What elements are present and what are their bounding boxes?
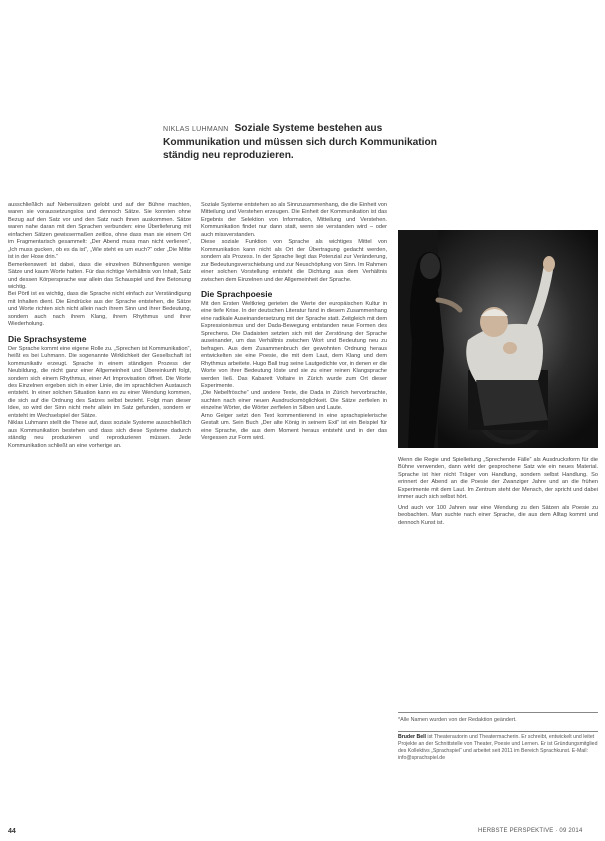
paragraph: Niklas Luhmann stellt die These auf, dass soziale Systeme ausschließlich aus Kommunikation bestehen und dass sich diese Systeme dadurch ständig neu produzieren und reproduzieren müssen. Jede Kommunikation schließt an eine vorherige an. (8, 420, 191, 449)
footnote: *Alle Namen wurden von der Redaktion geändert. (398, 717, 517, 723)
stage-photo (398, 230, 598, 448)
paragraph: Arno Geiger setzt den Text kommentierend in eine sprachspielerische Gestalt um. Sein Buch „Der alte König in seinem Exil“ ist ein Beispiel für eine Sprache, die aus dem Moment heraus entsteht und in der das Vergessen zur Form wird. (201, 412, 387, 442)
section-heading-sprachsysteme: Die Sprachsysteme (8, 333, 87, 344)
paragraph: ausschließlich auf Nebensätzen gelobt und auf der Bühne machten, waren sie voraussetzungslos und dennoch Sätze. Sie konnten ohne Bezug auf den Satz vor und den Satz nach ihnen auskommen. Sätze waren nahe daran mit den Sprachen verbunden: eine Überlieferung mit einfachen Sätzen gewissermaßen zeitlos, ohne dass man sie einem Ort im Fragmentarisch gesammelt: „Der Abend muss man nicht verlieren“, „Ich muss gucken, ob es da ist“, „Wie steht es um euch?“ oder „Die Mitte ist in der Hose drin.“ (8, 202, 191, 261)
article-column-2 (201, 202, 387, 443)
magazine-footer: HERBSTE PERSPEKTIVE · 09 2014 (478, 828, 583, 834)
bio-divider (398, 731, 598, 732)
stage-photo-illustration (398, 230, 598, 448)
footnote-divider (398, 712, 598, 713)
paragraph: Der Sprache kommt eine eigene Rolle zu. „Sprechen ist Kommunikation“, heißt es bei Luhmann. Die sogenannte Wirklichkeit der Gesellschaft ist kommunikativ erzeugt. Sprache in einem ständigen Prozess der Neubildung, die nicht ganz einer Allgemeinheit und Übereinkunft folgt, sondern sich einem Rhythmus, einer Art Improvisation öffnet. Die Worte des Einzelnen ergeben sich in einer Linie, die im sprachlichen Austausch entsteht. In einer solchen Situation kann es zu einer Wendung kommen, die sich auf die Ordnung des Satzes selbst bezieht. Folgt man dieser Idee, so wird der Sinn nicht mehr allein im Satz gefunden, sondern er entsteht im Wechselspiel der Sätze. (8, 345, 191, 419)
paragraph: Mit den Ersten Weltkrieg gerieten die Werte der europäischen Kultur in eine tiefe Krise. In der deutschen Literatur fand in diesem Zusammenhang eine radikale Auseinandersetzung mit der Sprache statt. Zeitgleich mit dem Expressionismus und der Dada-Bewegung entstanden neue Formen des Sprechens. Die Dadaisten setzten sich mit der Zerstörung der Sprache auseinander, um das Verhältnis zwischen Wort und Bedeutung neu zu befragen. Aus dem Zusammenbruch der gewohnten Ordnung heraus entwickelten sie eine Poesie, die mit dem Laut, dem Klang und dem Rhythmus arbeitete. Hugo Ball trug seine Lautgedichte vor, in denen er die Worte von ihrer Bedeutung löste und sie zu einer reinen Klangsprache werden ließ. Das Kabarett Voltaire in Zürich wurde zum Ort dieser Experimente. (201, 300, 387, 389)
paragraph: Soziale Systeme entstehen so als Sinnzusammenhang, die die Einheit von Mitteilung und Verstehen erzeugen. Die Einheit der Kommunikation ist das Ergebnis der Selektion von Information, Mitteilung und Verstehen. Kommunikation findet nur dann statt, wenn sie verstanden wird – oder auch missverstanden. (201, 202, 387, 238)
article-column-1 (8, 202, 191, 450)
page-number: 44 (8, 828, 16, 835)
paragraph: Diese soziale Funktion von Sprache als wichtiges Mittel von Kommunikation kann nicht als Ort der Übertragung gedacht werden, sondern als Prozess. In der Sprache liegt das Potenzial zur Veränderung, zur Bedeutungsverschiebung und zur Neuschöpfung von Sinn. Im Rahmen einer solchen Vorstellung entsteht die Dichtung aus dem Verhältnis zwischen dem Einzelnen und der Allgemeinheit der Sprache. (201, 239, 387, 283)
paragraph: Und auch vor 100 Jahren war eine Wendung zu den Sätzen als Poesie zu beobachten. Man suchte nach einer Sprache, die aus dem Alltag kommt und dennoch Kunst ist. (398, 504, 598, 526)
section-heading-sprachpoesie: Die Sprachpoesie (201, 288, 273, 299)
photo-caption: Wenn die Regie und Spielleitung „Sprechende Fälle“ als Ausdrucksform für die Bühne verwenden, dann wirkt der gesprochene Satz wie ein neues Material. Sprache ist hier nicht Träger von Handlung, sondern selbst Handlung. So erinnert der Abend an die Poesie der Zwanziger Jahre und an die frühen Experimente mit dem Laut. Im Zentrum steht der Mensch, der spricht und dabei immer auch sich selbst hört. (398, 457, 598, 501)
paragraph: Bei Pörtl ist es wichtig, dass die Sprache nicht einfach zur Verständigung mit Inhalten dient. Die Eindrücke aus der Sprache entstehen, die Sätze und Worte richten sich nicht allein nach ihrem Sinn und ihrer Bedeutung, sondern auch nach ihrem Klang, ihrem Rhythmus und ihrer Wiederholung. (8, 291, 191, 328)
paragraph: Bemerkenswert ist dabei, dass die einzelnen Bühnenfiguren wenige Sätze und kaum Worte hatten. Für das richtige Verhältnis von Inhalt, Satz und dessen Körpersprache war allein das Schauspiel und ihre Betonung wichtig. (8, 261, 191, 290)
author-bio-text: ist Theaterautorin und Theatermacherin. Er schreibt, entwickelt und leitet Projekte an der Schnittstelle von Theater, Poesie und Lernen. Er ist Gründungsmitglied des Kollektivs „Sprachspiel“ und arbeitet seit 2011 im Bereich Sprachkunst. E-Mail: info@sprachspiel.de (398, 734, 598, 761)
pull-quote-kicker: NIKLAS LUHMANN (163, 126, 229, 133)
pull-quote (163, 122, 443, 162)
author-name: Bruder Bell (398, 734, 426, 740)
pull-quote-text: Soziale Systeme bestehen aus Kommunikation und müssen sich durch Kommunikation ständig neu reproduzieren. (163, 123, 437, 161)
author-bio (398, 734, 598, 762)
paragraph: „Die Nebelfrösche“ und andere Texte, die Dada in Zürich hervorbrachte, suchten nach einer neuen Ausdrucksmöglichkeit. Die Sätze zerfielen in einzelne Wörter, die Wörter zerfielen in Silben und Laute. (201, 390, 387, 412)
article-column-3 (398, 457, 598, 527)
